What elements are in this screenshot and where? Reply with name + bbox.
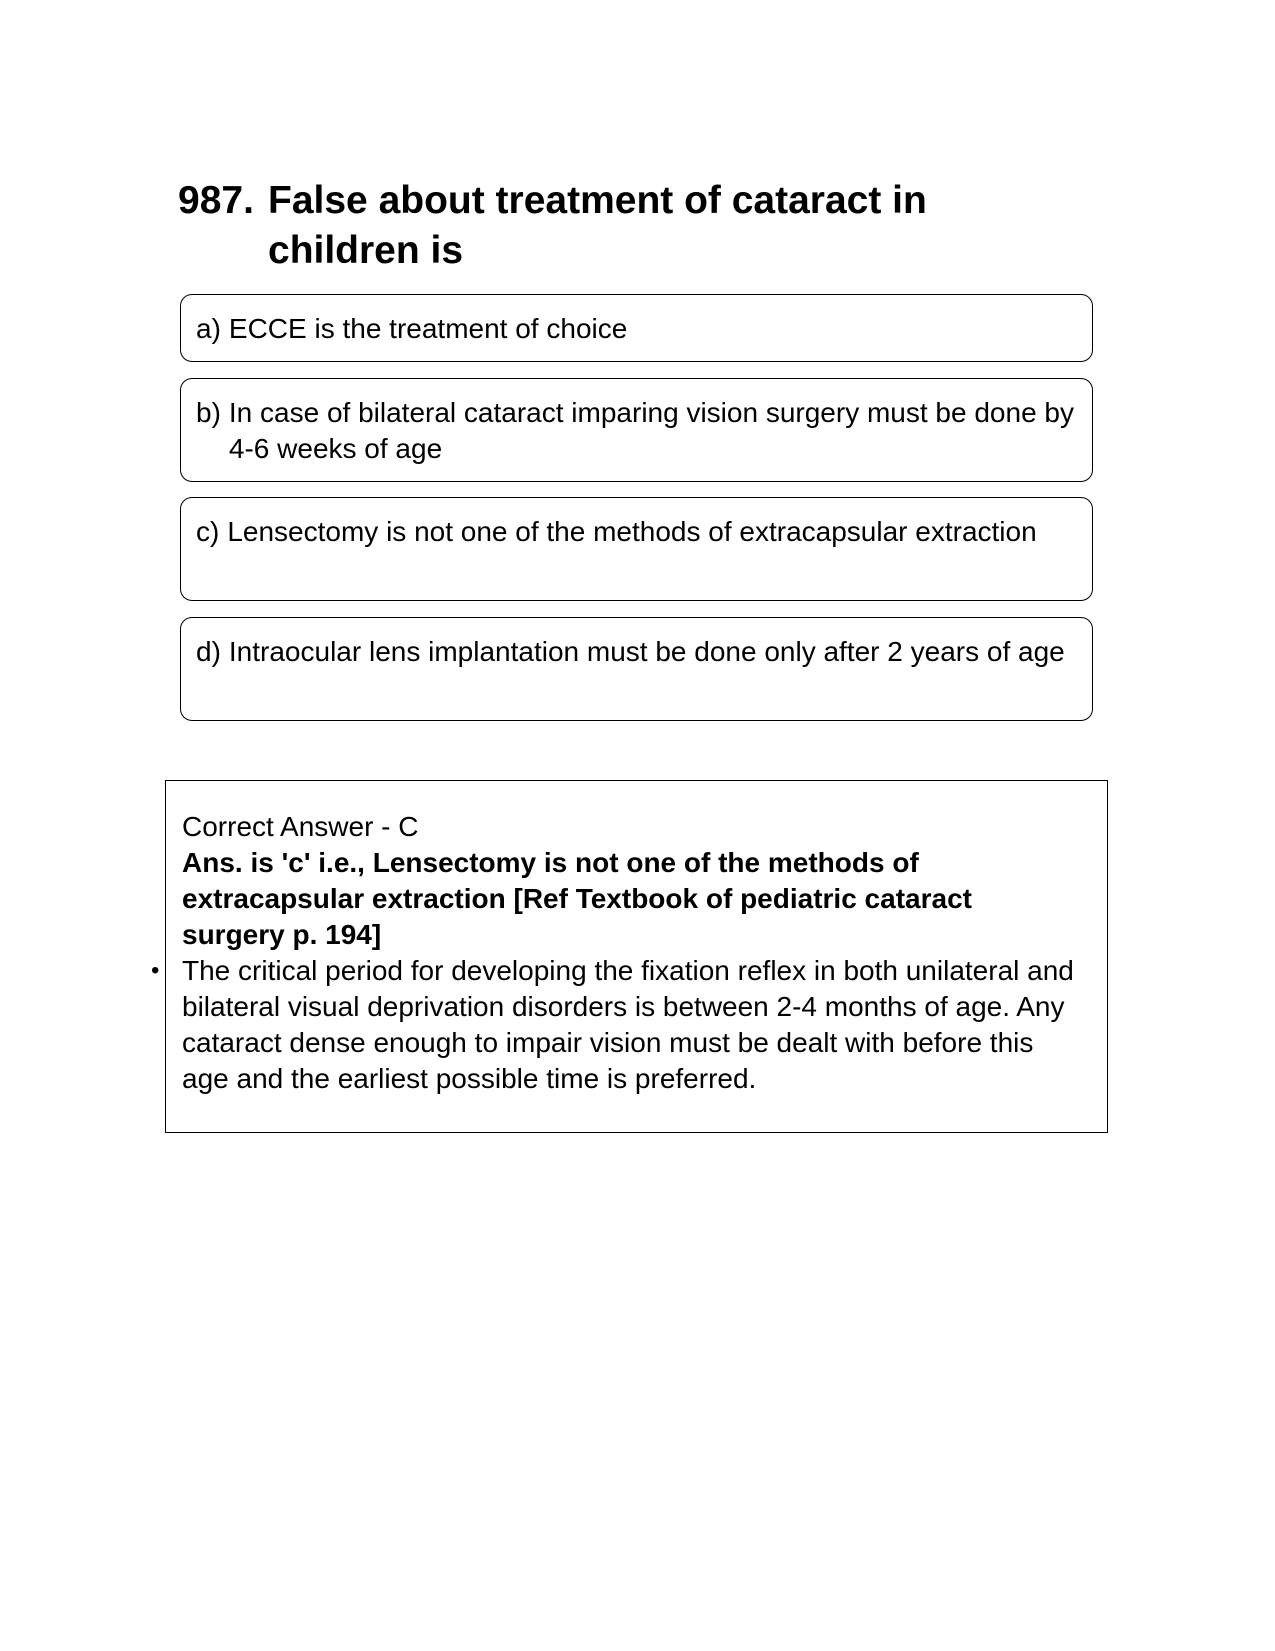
option-d[interactable] (180, 617, 1093, 721)
question-heading (178, 176, 1078, 276)
answer-box (151, 780, 1108, 1133)
correct-answer-line: Correct Answer - C (182, 811, 419, 842)
option-text: Intraocular lens implantation must be done only after 2 years of age (228, 636, 1065, 667)
option-b[interactable] (180, 378, 1093, 482)
option-a[interactable] (180, 294, 1093, 362)
bullet-icon: • (151, 957, 160, 984)
option-text: Lensectomy is not one of the methods of extracapsular extraction (227, 516, 1037, 547)
option-label: a) (196, 313, 221, 344)
question-number: 987. (178, 179, 254, 222)
option-text: ECCE is the treatment of choice (228, 313, 628, 344)
option-label: b) (196, 397, 221, 428)
explanation-bullet (151, 953, 1082, 1097)
option-label: d) (196, 636, 221, 667)
bullet-text: The critical period for developing the fixation reflex in both unilateral and bilateral visual deprivation disorders is between 2-4 months of age. Any cataract dense enough to impair vision must be dealt with before this age and the earliest possible time is preferred. (182, 955, 1074, 1094)
answer-content (151, 809, 1082, 1097)
option-c[interactable] (180, 497, 1093, 601)
question-text: False about treatment of cataract in children is (268, 179, 927, 272)
answer-explanation: Ans. is 'c' i.e., Lensectomy is not one of the methods of extracapsular extraction [Ref Textbook of pediatric cataract surgery p. 194] (182, 847, 972, 950)
option-label: c) (196, 516, 220, 547)
option-text: In case of bilateral cataract imparing vision surgery must be done by 4-6 weeks of age (228, 397, 1074, 464)
